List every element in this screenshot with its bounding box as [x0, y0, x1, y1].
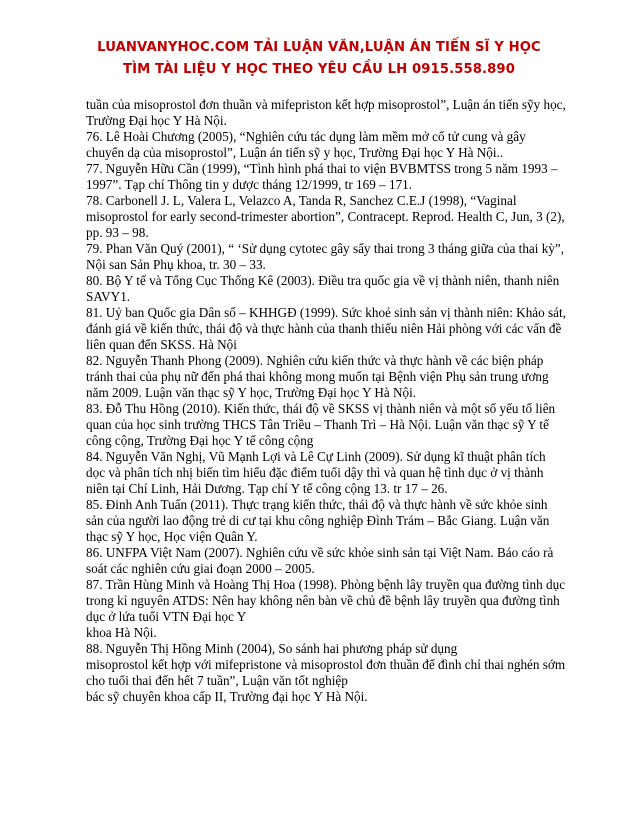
reference-entry: 82. Nguyễn Thanh Phong (2009). Nghiên cứu kiến thức và thực hành về các biện pháp tránh thai của phụ nữ đến phá thai không mong muốn tại Bệnh viện Phụ sản trung ương năm 2009. Luận văn thạc sỹ Y học, Trường Đại học Y Hà Nội.: [86, 353, 549, 400]
reference-entry: tuần của misoprostol đơn thuần và mifepriston kết hợp misoprostol”, Luận án tiến sỹy học, Trường Đại học Y Hà Nội.: [86, 97, 566, 128]
reference-entry: 84. Nguyễn Văn Nghị, Vũ Mạnh Lợi và Lê Cự Linh (2009). Sử dụng kĩ thuật phân tích dọc và phân tích nhị biến tìm hiểu đặc điểm tuổi dậy thì và quan hệ tình dục ở vị thành niên tại Chí Linh, Hải Dương. Tạp chí Y tế công cộng 13. tr 17 – 26.: [86, 449, 546, 496]
reference-entry: misoprostol kết hợp với mifepristone và misoprostol đơn thuần để đình chỉ thai nghén sớm cho tuổi thai đến hết 7 tuần”, Luận văn tốt nghiệp: [86, 657, 566, 688]
reference-entry: 88. Nguyễn Thị Hồng Minh (2004), So sánh hai phương pháp sử dụng: [86, 641, 458, 656]
header-banner: [0, 37, 638, 81]
reference-entry: 77. Nguyễn Hữu Cần (1999), “Tình hình phá thai to viện BVBMTSS trong 5 năm 1993 – 1997”. Tạp chí Thông tin y dược tháng 12/1999, tr 169 – 171.: [86, 161, 558, 192]
reference-entry: 76. Lê Hoài Chương (2005), “Nghiên cứu tác dụng làm mềm mở cổ tử cung và gây chuyển dạ của misoprostol”, Luận án tiến sỹ y học, Trường Đại học Y Hà Nội..: [86, 129, 526, 160]
reference-entry: bác sỹ chuyên khoa cấp II, Trường đại học Y Hà Nội.: [86, 689, 368, 704]
reference-entry: 79. Phan Văn Quý (2001), “ ‘Sử dụng cytotec gây sẩy thai trong 3 tháng giữa của thai kỳ”, Nội san Sản Phụ khoa, tr. 30 – 33.: [86, 241, 565, 272]
reference-entry: 87. Trần Hùng Minh và Hoàng Thị Hoa (1998). Phòng bệnh lây truyền qua đường tình dục trong kỉ nguyên ATDS: Nên hay không nên bàn về chủ đề bệnh lây truyền qua đường tình dục ở lứa tuổi VTN Đại học Y: [86, 577, 566, 624]
reference-entry: 86. UNFPA Việt Nam (2007). Nghiên cứu về sức khỏe sinh sản tại Việt Nam. Báo cáo rà soát các nghiên cứu giai đoạn 2000 – 2005.: [86, 545, 554, 576]
reference-list: [86, 97, 566, 705]
reference-entry: 85. Đinh Anh Tuấn (2011). Thực trạng kiến thức, thái độ và thực hành về sức khỏe sinh sản của người lao động trẻ di cư tại khu công nghiệp Đình Trám – Bắc Giang. Luận văn thạc sỹ Y học, Học viện Quân Y.: [86, 497, 550, 544]
reference-entry: khoa Hà Nội.: [86, 625, 157, 640]
reference-entry: 83. Đỗ Thu Hồng (2010). Kiến thức, thái độ về SKSS vị thành niên và một số yếu tố liên quan của học sinh trường THCS Tân Triều – Thanh Trì – Hà Nội. Luận văn thạc sỹ Y tế công cộng, Trường Đại học Y tế công cộng: [86, 401, 556, 448]
reference-entry: 80. Bộ Y tế và Tổng Cục Thống Kê (2003). Điều tra quốc gia về vị thành niên, thanh niên SAVY1.: [86, 273, 560, 304]
header-line-2: TÌM TÀI LIỆU Y HỌC THEO YÊU CẦU LH 0915.558.890: [123, 62, 515, 77]
header-line-1: LUANVANYHOC.COM TẢI LUẬN VĂN,LUẬN ÁN TIẾN SĨ Y HỌC: [97, 40, 541, 55]
reference-entry: 78. Carbonell J. L, Valera L, Velazco A, Tanda R, Sanchez C.E.J (1998), “Vaginal misoprostol for early second-trimester abortion”, Contracept. Reprod. Health C, Jun, 3 (2), pp. 93 – 98.: [86, 193, 565, 240]
reference-entry: 81. Uỷ ban Quốc gia Dân số – KHHGĐ (1999). Sức khoẻ sinh sản vị thành niên: Khảo sát, đánh giá về kiến thức, thái độ và thực hành của thanh thiếu niên Hải phòng với các vấn đề liên quan đến SKSS. Hà Nội: [86, 305, 566, 352]
